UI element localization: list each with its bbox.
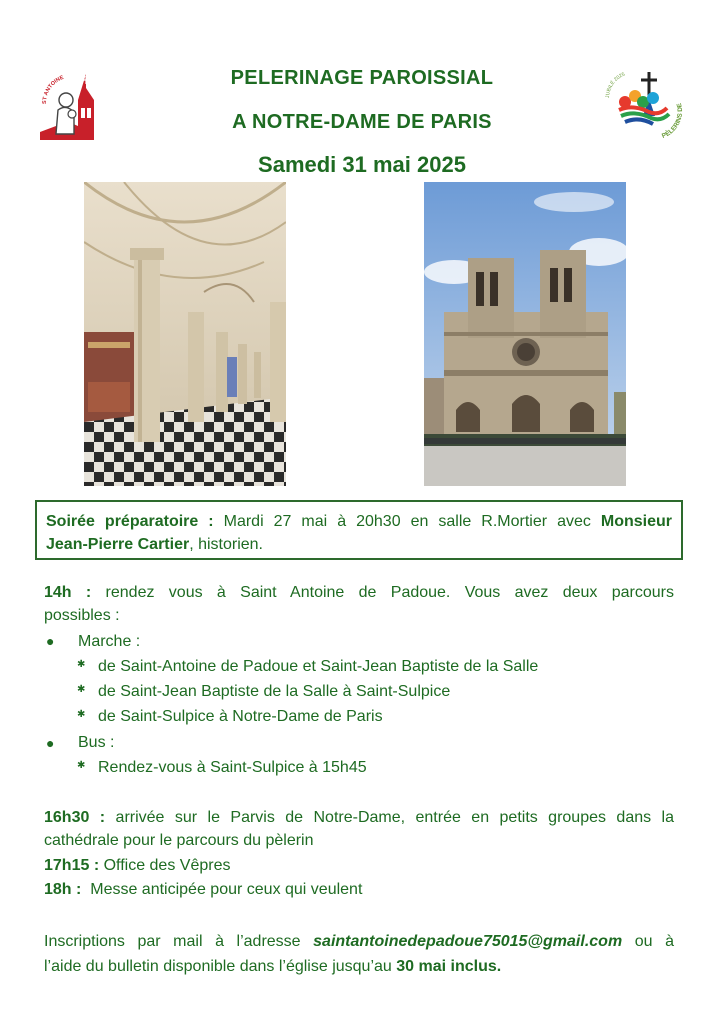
arrival-line-2: cathédrale pour le parcours du pèlerin bbox=[44, 832, 314, 849]
inscription-line-1 bbox=[44, 930, 674, 953]
parish-logo-text: ST ANTOINE bbox=[41, 74, 65, 105]
arrival-time: 16h30 : bbox=[44, 809, 106, 826]
marche-item-3: de Saint-Sulpice à Notre-Dame de Paris bbox=[98, 708, 383, 725]
star-bullet: ✱ bbox=[77, 659, 86, 670]
prep-line-1 bbox=[46, 510, 672, 533]
arrival-text-1: arrivée sur le Parvis de Notre-Dame, entrée en petits groupes dans la bbox=[105, 809, 674, 826]
jubilee-logo-top-text: JUBILÉ 2025 bbox=[604, 71, 626, 99]
mass-text: Messe anticipée pour ceux qui veulent bbox=[81, 881, 363, 898]
prep-line-2 bbox=[46, 533, 672, 556]
inscription-text-c: l’aide du bulletin disponible dans l’église jusqu’au bbox=[44, 958, 397, 975]
event-date: Samedi 31 mai 2025 bbox=[258, 152, 466, 177]
intro-line-1 bbox=[44, 581, 674, 604]
jubilee-logo-bottom-text: PÈLERINS DE bbox=[660, 102, 685, 140]
inscription-text-b: ou à bbox=[622, 933, 674, 950]
prep-text-a: Mardi 27 mai à 20h30 en salle R.Mortier avec bbox=[213, 513, 601, 530]
cathedral-interior-photo bbox=[84, 182, 286, 486]
title-line-1: PELERINAGE PAROISSIAL bbox=[230, 67, 494, 89]
vespers-text: Office des Vêpres bbox=[99, 857, 231, 874]
vespers-line bbox=[44, 854, 674, 877]
bus-item-1: Rendez-vous à Saint-Sulpice à 15h45 bbox=[98, 759, 367, 776]
mass-line bbox=[44, 878, 674, 901]
star-bullet: ✱ bbox=[77, 709, 86, 720]
marche-item-2: de Saint-Jean Baptiste de la Salle à Saint-Sulpice bbox=[98, 683, 451, 700]
intro-text-1: rendez vous à Saint Antoine de Padoue. Vous avez deux parcours bbox=[91, 584, 675, 601]
star-bullet: ✱ bbox=[77, 684, 86, 695]
star-bullet: ✱ bbox=[77, 760, 86, 771]
prep-name-a: Monsieur bbox=[600, 513, 672, 530]
arrival-line-1 bbox=[44, 806, 674, 829]
inscription-line-2 bbox=[44, 955, 674, 978]
bullet-dot-marche: ● bbox=[46, 633, 55, 649]
bus-label: Bus : bbox=[78, 734, 115, 751]
inscription-text-a: Inscriptions par mail à l’adresse bbox=[44, 933, 314, 950]
inscription-deadline: 30 mai inclus. bbox=[396, 958, 502, 975]
vespers-time: 17h15 : bbox=[44, 857, 100, 874]
bullet-dot-bus: ● bbox=[46, 735, 55, 751]
mass-time: 18h : bbox=[44, 881, 82, 898]
prep-name-b: Jean-Pierre Cartier bbox=[46, 536, 190, 553]
intro-time: 14h : bbox=[44, 584, 92, 601]
cathedral-facade-photo bbox=[424, 182, 626, 486]
marche-item-1: de Saint-Antoine de Padoue et Saint-Jean Baptiste de la Salle bbox=[98, 658, 539, 675]
prep-label: Soirée préparatoire : bbox=[46, 513, 214, 530]
intro-line-2: possibles : bbox=[44, 607, 120, 624]
inscription-email-link[interactable]: saintantoinedepadoue75015@gmail.com bbox=[313, 933, 623, 950]
marche-label: Marche : bbox=[78, 633, 141, 650]
preparatory-evening-box bbox=[35, 500, 683, 560]
title-line-2: A NOTRE-DAME DE PARIS bbox=[232, 111, 492, 133]
prep-text-b: , historien. bbox=[189, 536, 263, 553]
